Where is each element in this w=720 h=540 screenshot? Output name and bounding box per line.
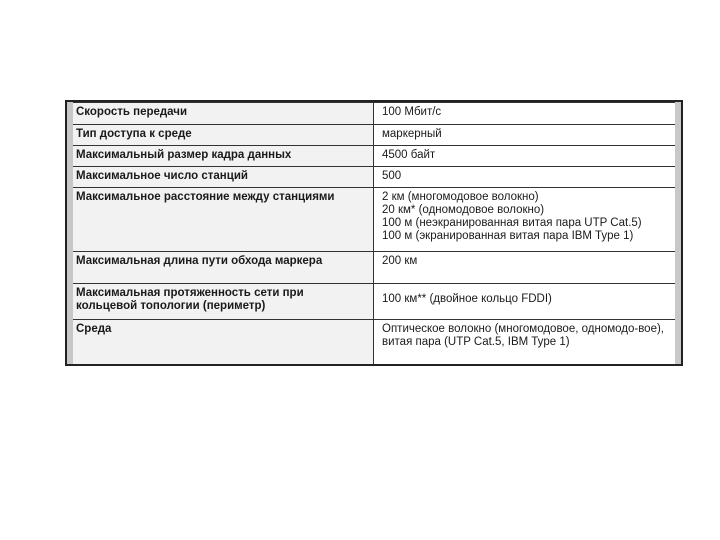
value-cell: 100 км** (двойное кольцо FDDI) <box>374 284 681 320</box>
value-cell: 100 Мбит/с <box>374 103 681 125</box>
param-cell: Максимальная протяженность сети при кольцевой топологии (периметр) <box>68 284 374 320</box>
value-cell: Оптическое волокно (многомодовое, одномодо-вое), витая пара (UTP Cat.5, IBM Type 1) <box>374 320 681 365</box>
table-row <box>68 167 681 188</box>
param-cell: Среда <box>68 320 374 365</box>
table-row <box>68 188 681 252</box>
param-cell: Тип доступа к среде <box>68 125 374 146</box>
spec-table-frame <box>65 100 683 366</box>
left-scan-shadow <box>67 102 73 364</box>
table-row <box>68 284 681 320</box>
value-cell: маркерный <box>374 125 681 146</box>
value-cell: 2 км (многомодовое волокно) 20 км* (одномодовое волокно) 100 м (неэкранированная витая пара UTP Cat.5) 100 м (экранированная витая пара IBM Type 1) <box>374 188 681 252</box>
param-cell: Максимальная длина пути обхода маркера <box>68 252 374 284</box>
param-cell: Максимальное число станций <box>68 167 374 188</box>
spec-table <box>67 102 681 365</box>
right-scan-shadow <box>675 102 681 364</box>
table-row <box>68 103 681 125</box>
value-cell: 200 км <box>374 252 681 284</box>
param-cell: Максимальное расстояние между станциями <box>68 188 374 252</box>
value-cell: 500 <box>374 167 681 188</box>
table-row <box>68 146 681 167</box>
param-cell: Максимальный размер кадра данных <box>68 146 374 167</box>
table-row <box>68 125 681 146</box>
value-cell: 4500 байт <box>374 146 681 167</box>
table-row <box>68 320 681 365</box>
table-row <box>68 252 681 284</box>
param-cell: Скорость передачи <box>68 103 374 125</box>
